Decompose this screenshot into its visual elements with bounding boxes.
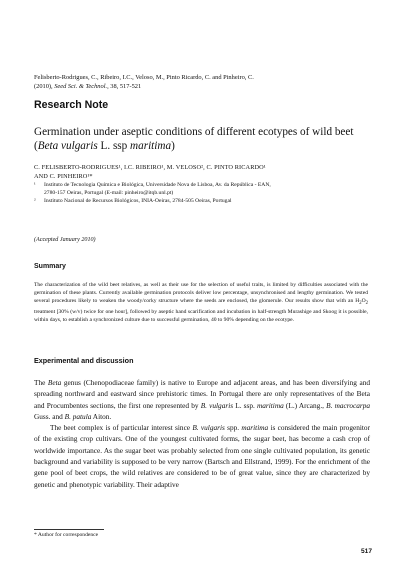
- title-subspecies: maritima: [130, 140, 172, 152]
- citation-year: (2010),: [34, 83, 55, 91]
- citation-volume-pages: , 38, 517-521: [107, 83, 142, 91]
- page-number: 517: [360, 548, 372, 555]
- paragraph-2: The beet complex is of particular interest since B. vulgaris spp. maritima is considered the main progenitor of the existing crop cultivars. One of the youngest cultivated forms, the sugar beet, has become a cash crop of worldwide importance. As the sugar beet was probably selected from one single cultivated population, its genetic background and variability is supposed to be very narrow (Bartsch and Ellstrand, 1999). For the enrichment of the gene pool of beet crops, the wild relatives are considered to be of great value, since they are characterized by genetic and phenotypic variability. Their adaptive: [34, 423, 370, 489]
- affiliation-1-marker: ¹: [34, 182, 36, 188]
- authors: [34, 163, 374, 181]
- citation-journal: Seed Sci. & Technol.: [54, 83, 108, 91]
- footnote-divider: [34, 529, 104, 530]
- body-text: [34, 377, 370, 490]
- paragraph-1: The Beta genus (Chenopodiaceae family) is native to Europe and adjacent areas, and has been diversifying and spreading northward and eastward since prehistoric times. In Portugal there are only representatives of the Beta and Procumbentes sections, the first one represented by B. vulgaris L. ssp. maritima (L.) Arcang., B. macrocarpa Guss. and B. patula Aiton.: [34, 378, 370, 421]
- accepted-date: (Accepted January 2010): [34, 237, 96, 243]
- affiliation-2-marker: ²: [34, 198, 36, 205]
- authors-line-2: AND C. PINHEIRO¹*: [34, 173, 93, 181]
- title-part-1: Germination under aseptic conditions of different ecotypes of wild beet (: [34, 126, 354, 152]
- title-species: Beta vulgaris: [37, 140, 98, 152]
- title-part-2: L. ssp: [97, 140, 131, 152]
- paper-title: [34, 125, 370, 153]
- affiliation-2-line-1: Instituto Nacional de Recursos Biológicos, INIA-Oeiras, 2784-505 Oeiras, Portugal: [44, 198, 232, 205]
- summary-heading: Summary: [34, 263, 66, 270]
- summary-text: The characterization of the wild beet relatives, as well as their use for the selection of useful traits, is limited by difficulties associated with the germination of these plants. Currently available germination protocols deliver low percentage, unsynchronised and lengthy germination. We tested several procedures likely to weaken the woody/corky structure where the seeds are enclosed, the glomerule. Our results show that with an $H_2O_2$ treatment [30% (w/v) twice for one hour], followed by aseptic hand scarification and incubation in half-strength Murashige and Skoog it is possible, within days, to establish a synchronized culture due to successful germination, 40 to 90% depending on the ecotype.: [34, 282, 368, 324]
- section-label: Research Note: [34, 99, 109, 111]
- footnote: * Author for correspondence: [34, 532, 99, 538]
- authors-line-1: C. FELISBERTO-RODRIGUES¹, I.C. RIBEIRO¹, M. VELOSO², C. PINTO RICARDO¹: [34, 164, 266, 171]
- experimental-heading: Experimental and discussion: [34, 356, 134, 365]
- affiliation-1-line-2: 2780-157 Oeiras, Portugal (E-mail: pinheiro@itqb.unl.pt): [44, 190, 174, 197]
- title-part-3: ): [171, 140, 175, 152]
- affiliation-2: [34, 197, 374, 205]
- affiliation-1-line-1: Instituto de Tecnologia Química e Biológica, Universidade Nova de Lisboa, Av. da República - EAN,: [44, 182, 271, 188]
- affiliations: [34, 181, 374, 206]
- affiliation-1: [34, 181, 374, 197]
- citation-authors: Felisberto-Rodrigues, C., Ribeiro, I.C., Veloso, M., Pinto Ricardo, C. and Pinheiro, C.: [34, 74, 254, 81]
- citation: [34, 73, 374, 91]
